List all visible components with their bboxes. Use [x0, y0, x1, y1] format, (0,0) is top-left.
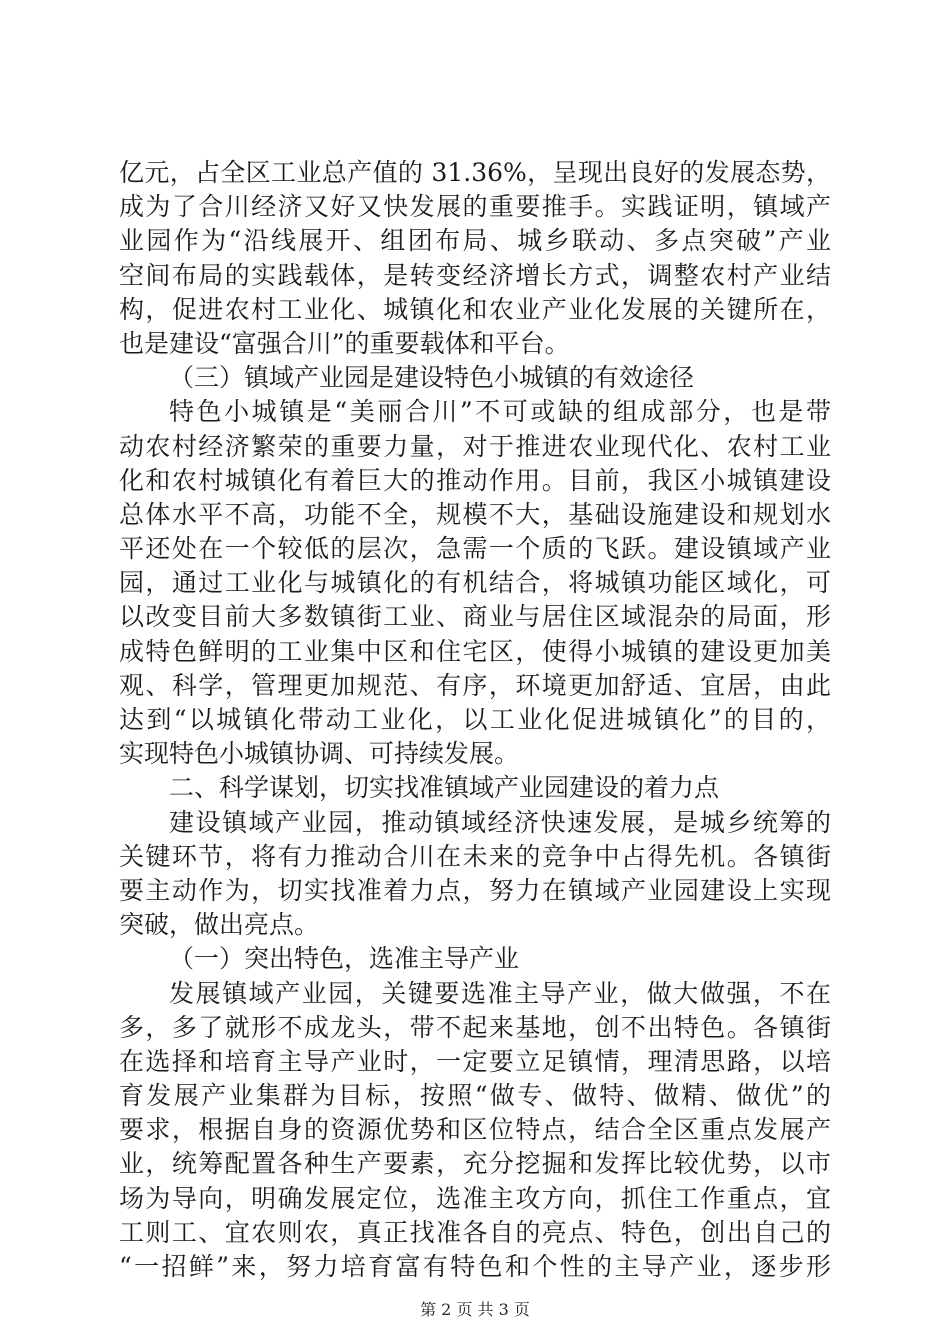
document-body	[119, 156, 831, 1284]
text-line: 实现特色小城镇协调、可持续发展。	[119, 739, 520, 769]
text-line: 化和农村城镇化有着巨大的推动作用。目前，我区小城镇建设	[119, 465, 831, 495]
text-line: 要主动作为，切实找准着力点，努力在镇域产业园建设上实现	[119, 875, 831, 905]
text-line: 达到“以城镇化带动工业化，以工业化促进城镇化”的目的，	[119, 705, 831, 734]
text-line: 成特色鲜明的工业集中区和住宅区，使得小城镇的建设更加美	[119, 636, 831, 666]
text-line: 总体水平不高，功能不全，规模不大，基础设施建设和规划水	[119, 499, 831, 529]
text-line: 工则工、宜农则农，真正找准各自的亮点、特色，创出自己的	[119, 1217, 831, 1247]
text-line: 业园作为“沿线展开、组团布局、城乡联动、多点突破”产业	[119, 226, 831, 256]
text-line: （一）突出特色，选准主导产业	[169, 944, 520, 974]
text-line: 在选择和培育主导产业时，一定要立足镇情，理清思路，以培	[119, 1046, 831, 1076]
text-line: 成为了合川经济又好又快发展的重要推手。实践证明，镇域产	[119, 192, 831, 222]
text-line: 关键环节，将有力推动合川在未来的竞争中占得先机。各镇街	[119, 841, 831, 871]
text-line: 也是建设“富强合川”的重要载体和平台。	[119, 328, 570, 358]
text-line: 亿元，占全区工业总产值的 31.36%，呈现出良好的发展态势，	[119, 158, 831, 187]
text-line: 建设镇域产业园，推动镇域经济快速发展，是城乡统筹的	[169, 807, 831, 837]
text-line: 多，多了就形不成龙头，带不起来基地，创不出特色。各镇街	[119, 1012, 831, 1042]
text-line: 观、科学，管理更加规范、有序，环境更加舒适、宜居，由此	[119, 670, 831, 700]
text-line: “一招鲜”来，努力培育富有特色和个性的主导产业，逐步形	[119, 1252, 831, 1281]
text-line: 二、科学谋划，切实找准镇域产业园建设的着力点	[169, 773, 720, 803]
text-line: 业，统筹配置各种生产要素，充分挖掘和发挥比较优势，以市	[119, 1149, 831, 1179]
text-line: 育发展产业集群为目标，按照“做专、做特、做精、做优”的	[119, 1081, 831, 1111]
text-line: 场为导向，明确发展定位，选准主攻方向，抓住工作重点，宜	[119, 1183, 831, 1213]
text-line: 以改变目前大多数镇街工业、商业与居住区域混杂的局面，形	[119, 602, 831, 632]
text-line: 空间布局的实践载体，是转变经济增长方式，调整农村产业结	[119, 260, 831, 290]
page-footer: 第 2 页 共 3 页	[420, 1300, 530, 1319]
text-line: 特色小城镇是“美丽合川”不可或缺的组成部分，也是带	[169, 397, 831, 427]
text-line: 突破，做出亮点。	[119, 910, 320, 940]
text-line: （三）镇域产业园是建设特色小城镇的有效途径	[169, 363, 695, 393]
text-line: 园，通过工业化与城镇化的有机结合，将城镇功能区域化，可	[119, 568, 831, 598]
text-line: 平还处在一个较低的层次，急需一个质的飞跃。建设镇域产业	[119, 534, 831, 564]
text-line: 动农村经济繁荣的重要力量，对于推进农业现代化、农村工业	[119, 431, 831, 461]
text-line: 构，促进农村工业化、城镇化和农业产业化发展的关键所在，	[119, 294, 831, 324]
text-line: 要求，根据自身的资源优势和区位特点，结合全区重点发展产	[119, 1115, 831, 1145]
text-line: 发展镇域产业园，关键要选准主导产业，做大做强，不在	[169, 978, 831, 1008]
